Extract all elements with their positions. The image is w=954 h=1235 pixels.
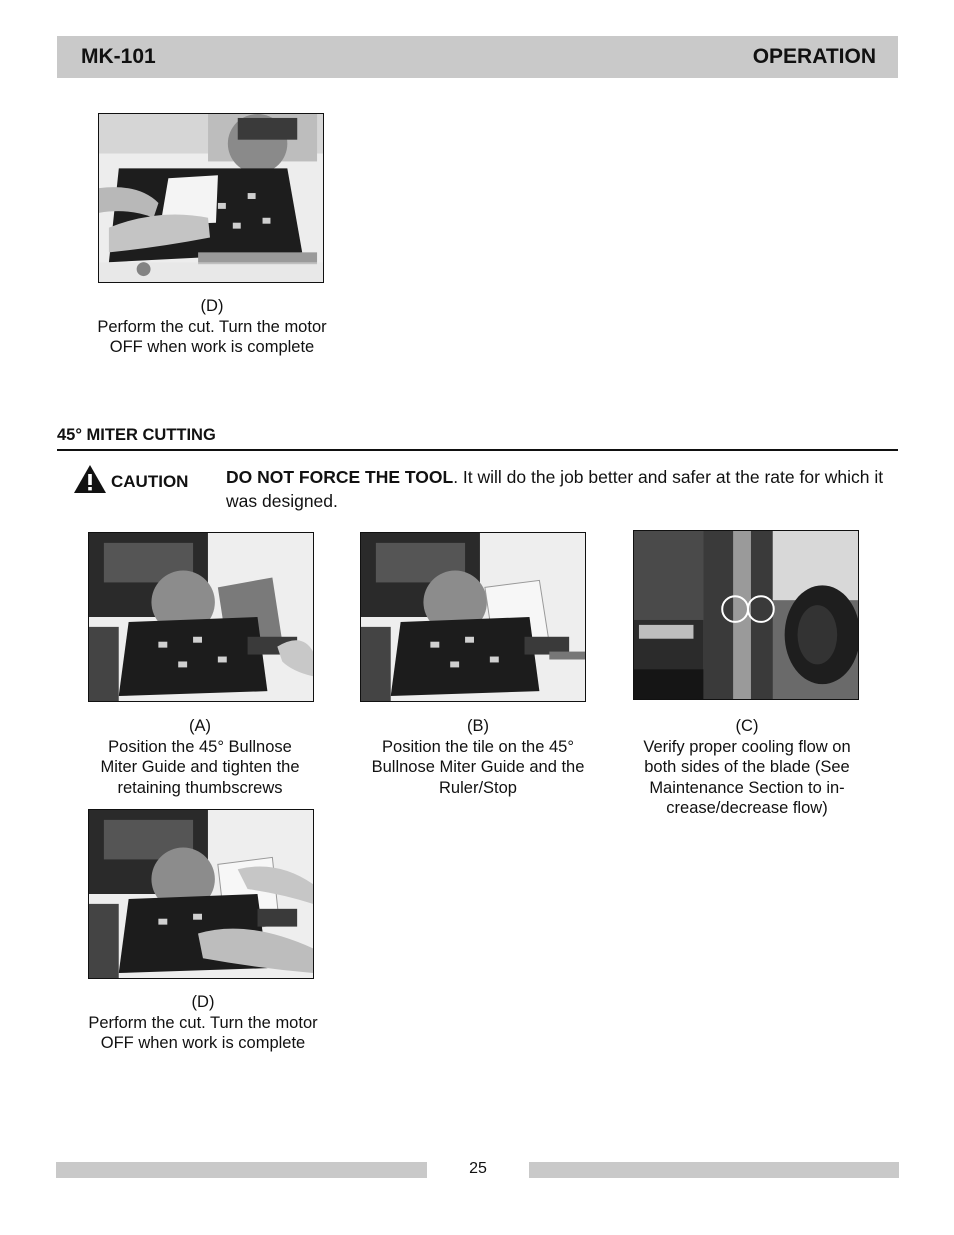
caption-line: OFF when work is complete	[109, 338, 315, 357]
caution-text	[226, 466, 886, 513]
caution-body-text: . It will do the job better and safer at the rate for which it was designed.	[226, 467, 884, 511]
caption-line: Verify proper cooling flow on	[643, 737, 851, 756]
caption-figure-d	[72, 992, 334, 1054]
warning-triangle-icon	[73, 464, 107, 499]
caption-line: Miter Guide and tighten the	[100, 758, 300, 777]
caption-line: Perform the cut. Turn the motor	[97, 317, 327, 336]
section-name: OPERATION	[752, 45, 876, 68]
footer-bar-left	[56, 1162, 427, 1178]
caption-line: Ruler/Stop	[439, 778, 517, 797]
photo-b-tile-position	[360, 532, 586, 702]
caption-line: retaining thumbscrews	[117, 778, 283, 797]
section-title: 45° MITER CUTTING	[57, 426, 216, 444]
photo-c-cooling-flow	[633, 530, 859, 700]
photo-top-cut	[98, 113, 324, 283]
caption-top-figure	[82, 296, 342, 358]
caption-line: Maintenance Section to in-	[649, 778, 845, 797]
figure-letter: (C)	[735, 717, 759, 735]
caption-figure-a	[69, 716, 331, 798]
footer-bar-right	[529, 1162, 899, 1178]
caution-bold-text: DO NOT FORCE THE TOOL	[226, 467, 454, 487]
figure-letter: (D)	[200, 297, 224, 315]
photo-a-miter-guide	[88, 532, 314, 702]
caution-label: CAUTION	[111, 471, 189, 491]
caption-figure-b	[347, 716, 609, 798]
page-header	[57, 36, 898, 78]
figure-letter: (D)	[191, 993, 215, 1011]
caption-figure-c	[616, 716, 878, 819]
section-rule	[57, 449, 898, 451]
page-number: 25	[469, 1160, 487, 1177]
caution-box	[73, 464, 188, 499]
figure-letter: (A)	[189, 717, 211, 735]
model-name: MK-101	[81, 45, 156, 68]
photo-d-miter-cut	[88, 809, 314, 979]
caption-line: Position the tile on the 45°	[382, 737, 574, 756]
caption-line: Perform the cut. Turn the motor	[88, 1013, 318, 1032]
figure-letter: (B)	[467, 717, 489, 735]
caption-line: Position the 45° Bullnose	[108, 737, 292, 756]
caption-line: crease/decrease flow)	[666, 799, 828, 818]
caption-line: OFF when work is complete	[100, 1034, 306, 1053]
caption-line: both sides of the blade (See	[644, 758, 850, 777]
caption-line: Bullnose Miter Guide and the	[371, 758, 585, 777]
